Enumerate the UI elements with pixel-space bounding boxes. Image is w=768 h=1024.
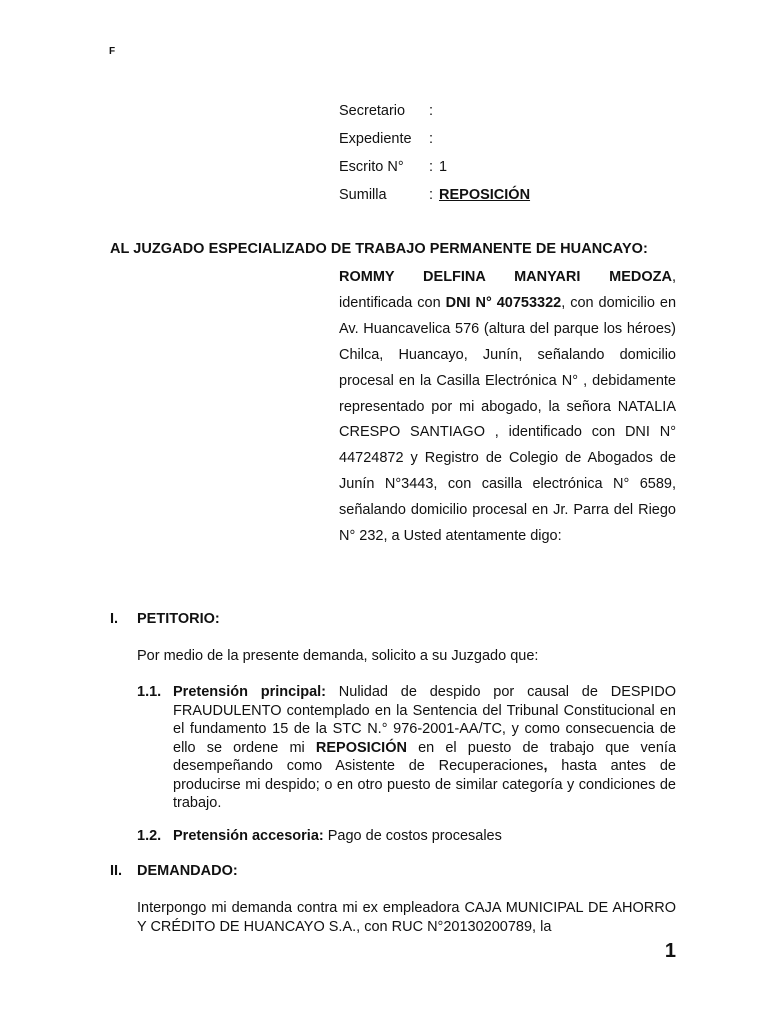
section-number: II. — [110, 863, 123, 879]
claim-item-principal — [137, 683, 676, 813]
item-text: hasta antes de producirse mi despido; o en otro puesto de similar categoría y condiciones de trabajo. — [173, 758, 676, 811]
section-title: DEMANDADO: — [137, 863, 238, 879]
sumilla-value: REPOSICIÓN — [439, 187, 531, 203]
meta-row-sumilla — [339, 184, 530, 212]
meta-separator: : — [429, 159, 434, 175]
meta-separator: : — [429, 187, 434, 203]
item-text: Pago de costos procesales — [323, 828, 502, 844]
plaintiff-name: ROMMY DELFINA MANYARI MEDOZA — [339, 269, 672, 285]
item-bold: , — [543, 758, 548, 774]
case-header — [339, 100, 530, 212]
meta-key: Escrito N° — [339, 159, 404, 175]
meta-key: Sumilla — [339, 187, 387, 203]
intro-text: , con domicilio en Av. Huancavelica 576 (altura del parque los héroes) Chilca, Huancayo, Junín, señalando domicilio procesal en la Casilla Electrónica N° , debidamente representado por mi abogado, la señora NATALIA CRESPO SANTIAGO , identificado con DNI N° 44724872 y Registro de Colegio de Abogados de Junín N°3443, con casilla electrónica N° 6589, señalando domicilio procesal en Jr. Parra del Riego N° 232, a Usted atentamente digo: — [339, 294, 677, 545]
petitorio-lead: Por medio de la presente demanda, solicito a su Juzgado que: — [137, 648, 539, 664]
meta-value — [439, 184, 530, 212]
meta-separator: : — [429, 131, 434, 147]
item-body — [173, 827, 676, 846]
item-text: Nulidad de despido por causal de DESPIDO FRAUDULENTO contemplado en la Sentencia del Tribunal Constitucional en el fundamento 15 de la STC N.° 976-2001-AA/TC, y como consecuencia de ello se ordene mi — [173, 684, 676, 756]
section-number: I. — [110, 611, 119, 627]
item-text: en el puesto de trabajo que venía desempeñando como Asistente de Recuperaciones — [173, 739, 677, 774]
intro-text: , identificada con — [339, 269, 676, 311]
item-bold: REPOSICIÓN — [315, 739, 407, 756]
meta-row-expediente — [339, 128, 530, 156]
meta-row-escrito — [339, 156, 530, 184]
meta-value: 1 — [439, 159, 448, 175]
demandado-paragraph: Interpongo mi demanda contra mi ex empleadora CAJA MUNICIPAL DE AHORRO Y CRÉDITO DE HUANCAYO S.A., con RUC N°20130200789, la — [137, 900, 676, 935]
plaintiff-dni: DNI N° 40753322 — [445, 294, 562, 311]
item-number: 1.2. — [137, 828, 162, 844]
item-body — [173, 683, 676, 813]
item-number: 1.1. — [137, 684, 162, 700]
claim-item-accesoria — [137, 827, 676, 846]
page-number: 1 — [664, 940, 676, 962]
corner-mark: F — [109, 46, 116, 57]
meta-row-secretario — [339, 100, 530, 128]
meta-separator: : — [429, 103, 434, 119]
item-label: Pretensión accesoria: — [173, 828, 324, 844]
meta-key: Expediente — [339, 131, 412, 147]
section-title: PETITORIO: — [137, 611, 220, 627]
addressee-heading: AL JUZGADO ESPECIALIZADO DE TRABAJO PERMANENTE DE HUANCAYO: — [110, 241, 648, 257]
intro-paragraph — [339, 265, 676, 550]
meta-key: Secretario — [339, 103, 406, 119]
item-label: Pretensión principal: — [173, 684, 326, 700]
